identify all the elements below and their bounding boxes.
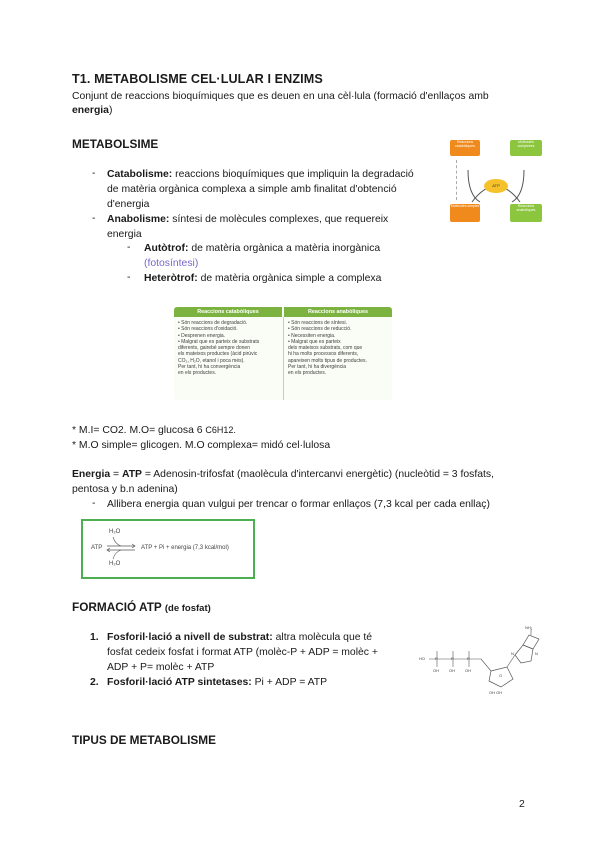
intro-energia: energia — [72, 105, 109, 116]
item-2-term: Fosforil·lació ATP sintetases: — [107, 677, 252, 688]
bullet-dash: - — [127, 272, 131, 283]
energia-eq: = — [110, 469, 122, 480]
atp-equation-box — [81, 519, 255, 579]
table-divider — [283, 317, 284, 400]
heading-formacio-main: FORMACIÓ ATP — [72, 600, 162, 614]
note-line-2: * M.O simple= glicogen. M.O complexa= midó cel·lulosa — [72, 440, 331, 451]
table-cell: • Malgrat que es parteix de substrats — [178, 338, 260, 345]
table-col-catabolic — [178, 320, 282, 377]
atp-molecule-drawing — [415, 625, 545, 700]
anabolisme-line-1 — [107, 212, 388, 227]
item-1-text: altra molècula que té — [275, 632, 373, 643]
metabolism-diagram — [450, 140, 542, 238]
table-cell: hi ha molts processos diferents, — [288, 351, 359, 358]
atp-molecule-structure — [415, 625, 545, 700]
autotrof-line — [144, 241, 380, 256]
energia-term: Energia — [72, 469, 111, 480]
mol-ring-o: O — [499, 673, 503, 678]
autotrof-term: Autòtrof: — [144, 243, 189, 254]
catabolisme-line-3: d'energia — [107, 199, 150, 210]
comparison-table — [174, 307, 392, 400]
mol-oh-2: OH — [449, 668, 455, 673]
page-number: 2 — [519, 799, 525, 810]
mol-p1: P — [435, 656, 438, 661]
item-2-number: 2. — [90, 677, 99, 688]
diagram-connector — [456, 160, 477, 200]
heading-formacio — [72, 600, 211, 614]
diagram-box-catabolic: Reaccions catabòliques — [450, 140, 480, 156]
mol-nh2: NH₂ — [525, 625, 533, 630]
note-text: * M.I= CO2. M.O= glucosa 6 — [72, 425, 206, 436]
eq-h2o-top: H₂O — [109, 529, 121, 535]
table-cell: apareixen molts tipus de productes. — [288, 357, 367, 364]
mol-ring-oh: OH OH — [489, 690, 503, 695]
table-cell: • Són reaccions d'oxidació. — [178, 326, 238, 333]
bullet-dash: - — [127, 242, 131, 253]
catabolisme-text: reaccions bioquímiques que impliquin la degradació — [175, 169, 414, 180]
bullet-dash: - — [92, 168, 96, 179]
anabolisme-text: síntesi de molècules complexes, que requereix — [172, 214, 389, 225]
intro-line-1: Conjunt de reaccions bioquímiques que es deuen en una cèl·lula (formació d'enllaços amb — [72, 91, 489, 102]
bullet-dash: - — [92, 213, 96, 224]
item-2-text: Pi + ADP = ATP — [254, 677, 328, 688]
anabolisme-term: Anabolisme: — [107, 214, 170, 225]
heterotrof-line — [144, 271, 381, 286]
note-formula: C6H12. — [205, 425, 236, 435]
item-1-line-2: fosfat cedeix fosfat i format ATP (molèc-P + ADP = molèc + — [107, 647, 378, 658]
energia-text: = Adenosin-trifosfat (maolècula d'intercanvi energètic) (nucleòtid = 3 fosfats, — [141, 469, 494, 480]
mol-p3: P — [467, 656, 470, 661]
table-cell: • Desprenen energia. — [178, 332, 226, 339]
table-cell: diferents, gairebé sempre donen — [178, 345, 250, 352]
eq-h2o-bottom: H₂O — [109, 561, 121, 567]
mol-n1: N — [511, 651, 514, 656]
item-1-number: 1. — [90, 632, 99, 643]
table-cell: dels mateixos substrats, com que — [288, 345, 363, 352]
heading-formacio-sub: (de fosfat) — [164, 603, 211, 614]
energia-line-2: pentosa y b.n adenina) — [72, 484, 178, 495]
page-title: T1. METABOLISME CEL·LULAR I ENZIMS — [72, 72, 323, 86]
mol-n2: N — [535, 651, 538, 656]
energia-bullet: Allibera energia quan vulgui per trencar o formar enllaços (7,3 kcal per cada enllaç) — [107, 499, 490, 510]
table-col-anabolic — [288, 320, 392, 377]
diagram-box-anabolic: Reaccions anabòliques — [510, 204, 542, 222]
item-2-line — [107, 675, 327, 690]
table-cell: en els productes. — [288, 370, 327, 377]
heterotrof-term: Heteròtrof: — [144, 273, 198, 284]
table-cell: Per tant, hi ha convergència — [178, 364, 241, 371]
table-cell: els mateixos productes (àcid pirúvic — [178, 351, 258, 358]
heading-tipus: TIPUS DE METABOLISME — [72, 733, 216, 747]
item-1-line-3: ADP + P= molèc + ATP — [107, 662, 215, 673]
item-1-line-1 — [107, 630, 407, 645]
table-cell: • Són reaccions de reducció. — [288, 326, 352, 333]
table-cell: • Són reaccions de degradació. — [178, 320, 248, 326]
table-cell: • Necessiten energia. — [288, 332, 336, 339]
bullet-dash: - — [92, 498, 96, 509]
catabolisme-line-1 — [107, 167, 437, 182]
mol-oh-1: OH — [433, 668, 439, 673]
table-head-catabolic: Reaccions catabòliques — [174, 307, 282, 317]
eq-arrows — [105, 535, 139, 561]
mol-p2: P — [451, 656, 454, 661]
table-cell: Per tant, hi ha divergència — [288, 364, 347, 371]
intro-tail: ) — [108, 105, 113, 116]
diagram-atp-label: ATP — [492, 183, 500, 188]
energia-line-1 — [72, 467, 532, 482]
autotrof-note: (fotosíntesi) — [144, 258, 199, 269]
mol-oh-3: OH — [465, 668, 471, 673]
atp-term: ATP — [121, 469, 142, 480]
note-line-1 — [72, 423, 236, 438]
mol-ho: HO — [419, 656, 425, 661]
catabolisme-line-2: de matèria orgànica complexa a simple amb finalitat d'obtenció — [107, 184, 397, 195]
eq-right-side: ATP + Pi + energia (7,3 kcal/mol) — [141, 545, 229, 551]
table-cell: CO₂, H₂O, etanol i poca més). — [178, 357, 245, 364]
diagram-box-complex: Molècules complexes — [510, 140, 542, 156]
catabolisme-term: Catabolisme: — [107, 169, 173, 180]
diagram-box-simple: Molècules simples — [450, 204, 480, 222]
table-cell: en els productes. — [178, 370, 217, 377]
heading-metabolisme: METABOLSIME — [72, 137, 159, 151]
table-cell: • Són reaccions de síntesi. — [288, 320, 348, 326]
autotrof-text: de matèria orgànica a matèria inorgànica — [191, 243, 381, 254]
item-1-term: Fosforil·lació a nivell de substrat: — [107, 632, 273, 643]
heterotrof-text: de matèria orgànica simple a complexa — [200, 273, 382, 284]
anabolisme-line-2: energia — [107, 229, 142, 240]
table-head-anabolic: Reaccions anabòliques — [284, 307, 392, 317]
table-cell: • Malgrat que es parteix — [288, 338, 341, 345]
intro-line-2 — [72, 103, 112, 118]
eq-atp-left: ATP — [91, 545, 103, 551]
